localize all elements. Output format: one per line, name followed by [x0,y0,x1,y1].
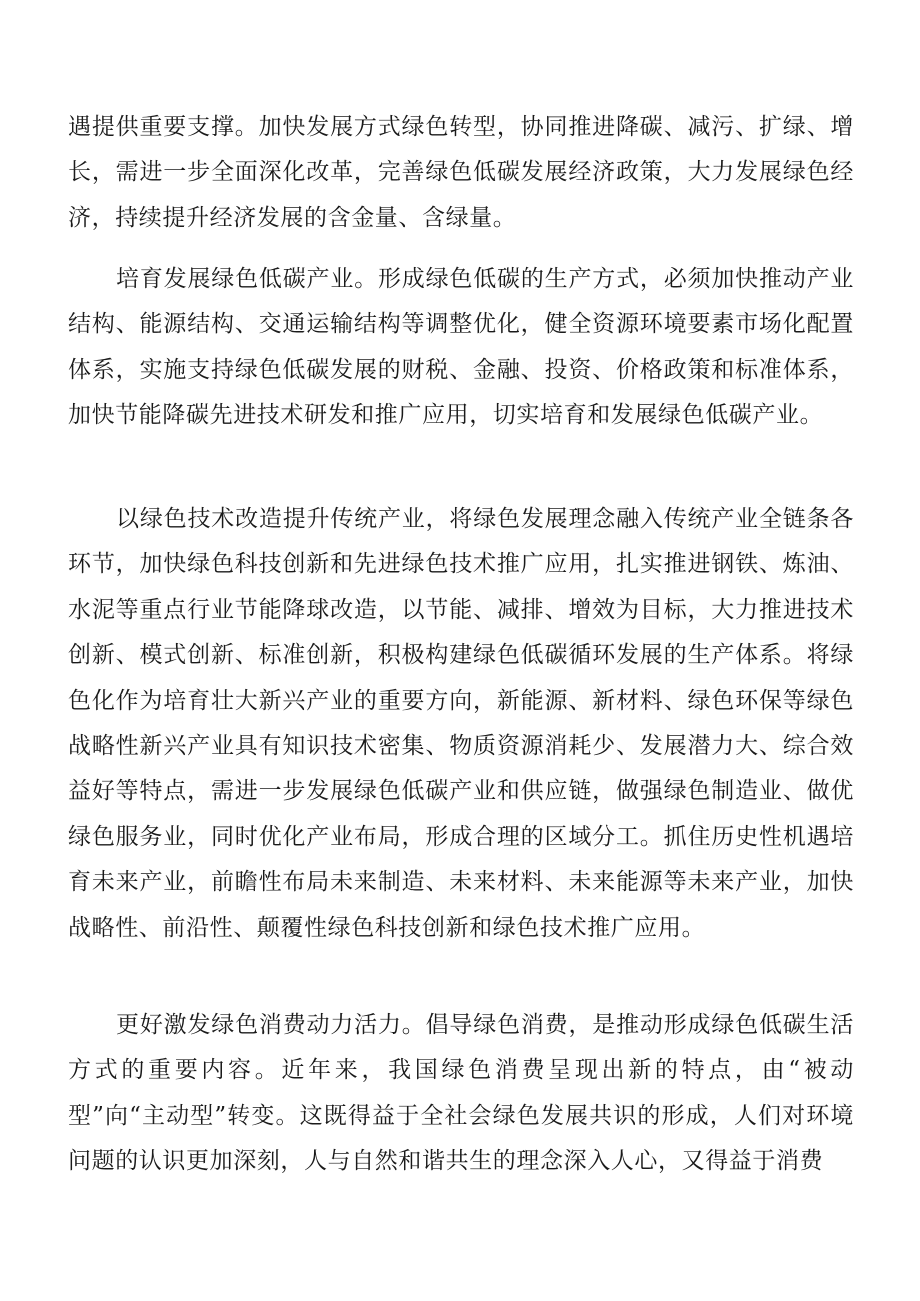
paragraph-3-block [68,497,854,951]
paragraph-4-block [68,1003,854,1185]
paragraph-2-block [68,257,854,439]
paragraph-4: 更好激发绿色消费动力活力。倡导绿色消费，是推动形成绿色低碳生活方式的重要内容。近年来，我国绿色消费呈现出新的特点，由“被动型”向“主动型”转变。这既得益于全社会绿色发展共识的形成，人们对环境问题的认识更加深刻，人与自然和谐共生的理念深入人心，又得益于消费 [68,1012,854,1175]
paragraph-1-block [68,105,854,241]
paragraph-2: 培育发展绿色低碳产业。形成绿色低碳的生产方式，必须加快推动产业结构、能源结构、交通运输结构等调整优化，健全资源环境要素市场化配置体系，实施支持绿色低碳发展的财税、金融、投资、价格政策和标准体系，加快节能降碳先进技术研发和推广应用，切实培育和发展绿色低碳产业。 [68,266,854,429]
paragraph-1: 遇提供重要支撑。加快发展方式绿色转型，协同推进降碳、减污、扩绿、增长，需进一步全面深化改革，完善绿色低碳发展经济政策，大力发展绿色经济，持续提升经济发展的含金量、含绿量。 [68,114,854,231]
paragraph-3: 以绿色技术改造提升传统产业，将绿色发展理念融入传统产业全链条各环节，加快绿色科技创新和先进绿色技术推广应用，扎实推进钢铁、炼油、水泥等重点行业节能降球改造，以节能、减排、增效为目标，大力推进技术创新、模式创新、标准创新，积极构建绿色低碳循环发展的生产体系。将绿色化作为培育壮大新兴产业的重要方向，新能源、新材料、绿色环保等绿色战略性新兴产业具有知识技术密集、物质资源消耗少、发展潜力大、综合效益好等特点，需进一步发展绿色低碳产业和供应链，做强绿色制造业、做优绿色服务业，同时优化产业布局，形成合理的区域分工。抓住历史性机遇培育未来产业，前瞻性布局未来制造、未来材料、未来能源等未来产业，加快战略性、前沿性、颠覆性绿色科技创新和绿色技术推广应用。 [68,506,854,941]
